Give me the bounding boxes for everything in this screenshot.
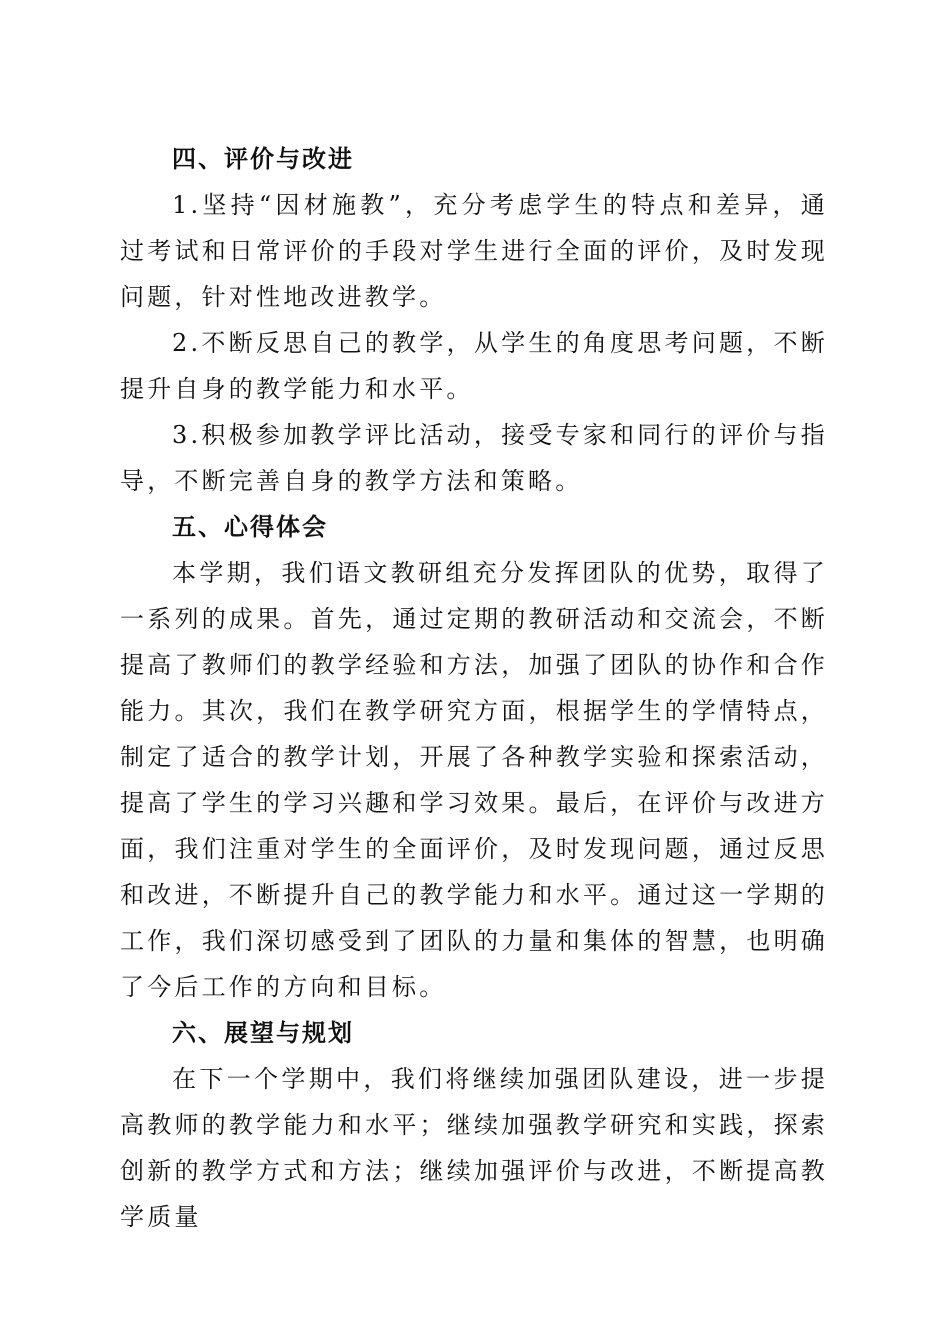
document-body — [120, 136, 828, 1240]
section-heading: 五、心得体会 — [172, 513, 328, 541]
paragraph: 在下一个学期中，我们将继续加强团队建设，进一步提高教师的教学能力和水平；继续加强教学研究和实践，探索创新的教学方式和方法；继续加强评价与改进，不断提高教学质量 — [120, 1065, 828, 1231]
paragraph: 本学期，我们语文教研组充分发挥团队的优势，取得了一系列的成果。首先，通过定期的教研活动和交流会，不断提高了教师们的教学经验和方法，加强了团队的协作和合作能力。其次，我们在教学研究方面，根据学生的学情特点，制定了适合的教学计划，开展了各种教学实验和探索活动，提高了学生的学习兴趣和学习效果。最后，在评价与改进方面，我们注重对学生的全面评价，及时发现问题，通过反思和改进，不断提升自己的教学能力和水平。通过这一学期的工作，我们深切感受到了团队的力量和集体的智慧，也明确了今后工作的方向和目标。 — [120, 559, 828, 1001]
paragraph: 3.积极参加教学评比活动，接受专家和同行的评价与指导，不断完善自身的教学方法和策略。 — [120, 421, 828, 495]
section-evaluation — [120, 136, 828, 504]
section-reflections — [120, 504, 828, 1010]
section-heading: 四、评价与改进 — [172, 145, 354, 173]
paragraph: 2.不断反思自己的教学，从学生的角度思考问题，不断提升自身的教学能力和水平。 — [120, 329, 828, 403]
section-outlook — [120, 1010, 828, 1240]
paragraph: 1.坚持“因材施教”，充分考虑学生的特点和差异，通过考试和日常评价的手段对学生进行全面的评价，及时发现问题，针对性地改进教学。 — [120, 191, 828, 311]
section-heading: 六、展望与规划 — [172, 1019, 354, 1047]
